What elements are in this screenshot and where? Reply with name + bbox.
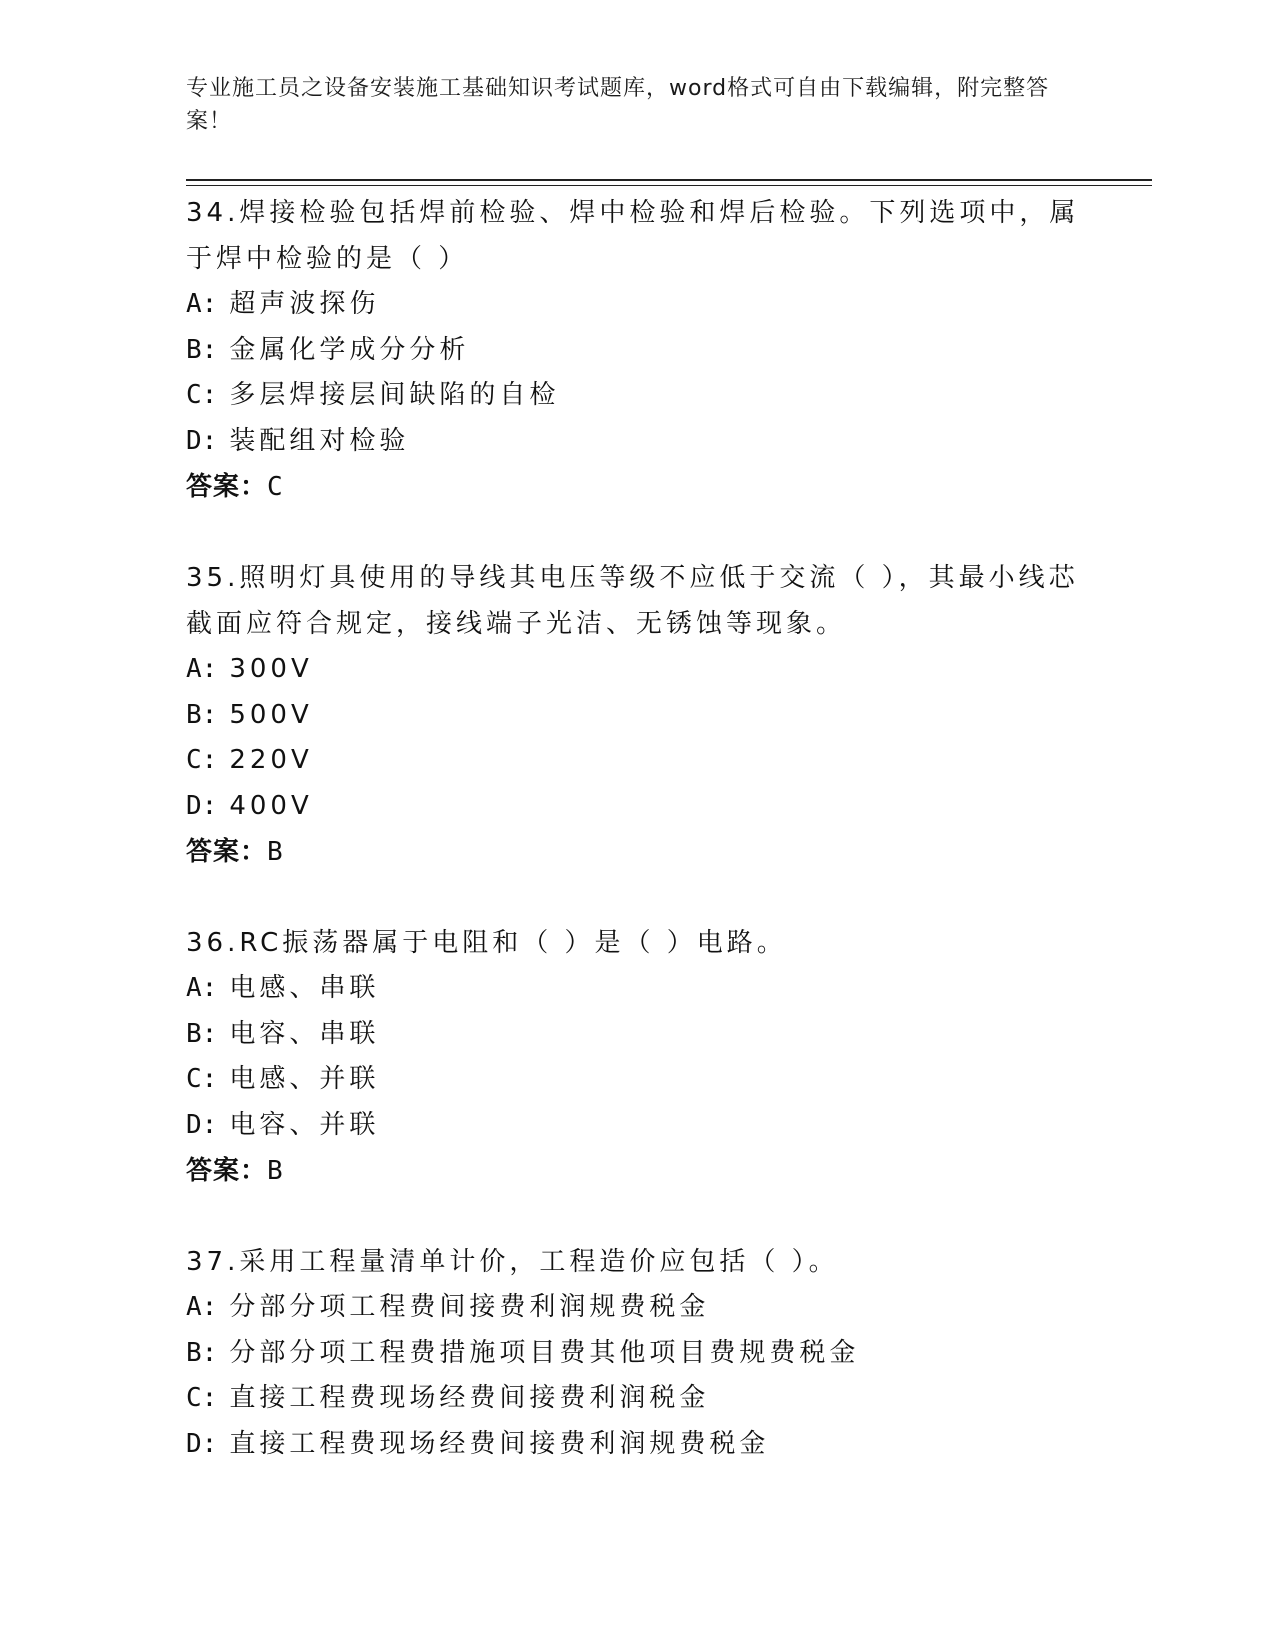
option-text: 电容、串联 (229, 1018, 380, 1049)
option-letter: C: (186, 745, 218, 775)
option-b (186, 1331, 1086, 1377)
option-letter: D: (186, 790, 218, 821)
option-text: 400V (229, 790, 313, 821)
header-rule-thin (186, 185, 1152, 186)
option-letter: C: (186, 380, 218, 410)
option-text: 金属化学成分分析 (229, 334, 470, 365)
header-rule-thick (186, 179, 1152, 181)
option-letter: D: (186, 1109, 218, 1140)
option-text: 电感、串联 (229, 973, 380, 1003)
option-letter: C: (186, 1064, 218, 1094)
option-b (186, 1012, 1086, 1058)
option-c (186, 373, 1086, 419)
option-letter: A: (186, 973, 218, 1003)
option-text: 直接工程费现场经费间接费利润税金 (229, 1383, 710, 1413)
option-letter: B: (186, 1337, 218, 1368)
option-c (186, 738, 1086, 784)
option-letter: A: (186, 1292, 218, 1322)
option-d (186, 1422, 1086, 1468)
option-letter: B: (186, 334, 218, 365)
option-letter: B: (186, 1018, 218, 1049)
option-text: 220V (229, 745, 313, 775)
question-stem: 35.照明灯具使用的导线其电压等级不应低于交流（ ），其最小线芯截面应符合规定，接线端子光洁、无锈蚀等现象。 (186, 563, 1079, 639)
option-text: 分部分项工程费间接费利润规费税金 (229, 1292, 710, 1322)
option-text: 电感、并联 (229, 1064, 380, 1094)
answer-label: 答案： (186, 472, 268, 502)
answer-line (186, 464, 1086, 510)
option-text: 超声波探伤 (229, 289, 380, 319)
option-letter: A: (186, 654, 218, 684)
option-text: 多层焊接层间缺陷的自检 (229, 380, 560, 410)
option-text: 分部分项工程费措施项目费其他项目费规费税金 (229, 1337, 860, 1368)
spacer (186, 875, 1086, 920)
option-c (186, 1376, 1086, 1422)
question-37 (186, 1239, 1086, 1467)
option-text: 装配组对检验 (229, 425, 410, 456)
question-list (186, 190, 1086, 1467)
answer-value: C (267, 472, 284, 502)
option-letter: B: (186, 699, 218, 730)
option-text: 300V (229, 654, 313, 684)
answer-line (186, 829, 1086, 875)
option-letter: C: (186, 1383, 218, 1413)
option-letter: D: (186, 1428, 218, 1459)
option-text: 直接工程费现场经费间接费利润规费税金 (229, 1428, 770, 1459)
question-stem: 34.焊接检验包括焊前检验、焊中检验和焊后检验。下列选项中，属于焊中检验的是（ ） (186, 198, 1080, 274)
spacer (186, 1194, 1086, 1239)
header-text: 专业施工员之设备安装施工基础知识考试题库，word格式可自由下载编辑，附完整答案！ (186, 76, 1050, 134)
option-b (186, 693, 1086, 739)
question-35 (186, 555, 1086, 875)
question-stem: 37.采用工程量清单计价，工程造价应包括（ ）。 (186, 1247, 839, 1277)
question-34 (186, 190, 1086, 510)
option-d (186, 784, 1086, 830)
answer-label: 答案： (186, 837, 268, 867)
option-a (186, 282, 1086, 328)
answer-value: B (267, 837, 284, 867)
option-b (186, 328, 1086, 374)
answer-value: B (267, 1156, 284, 1186)
option-a (186, 647, 1086, 693)
option-letter: A: (186, 289, 218, 319)
document-header (186, 72, 1086, 138)
option-c (186, 1057, 1086, 1103)
option-text: 500V (229, 699, 313, 730)
option-d (186, 1103, 1086, 1149)
answer-label: 答案： (186, 1156, 268, 1186)
answer-line (186, 1148, 1086, 1194)
option-letter: D: (186, 425, 218, 456)
spacer (186, 510, 1086, 555)
question-stem: 36.RC振荡器属于电阻和（ ）是（ ）电路。 (186, 928, 787, 958)
option-text: 电容、并联 (229, 1109, 380, 1140)
option-d (186, 419, 1086, 465)
option-a (186, 966, 1086, 1012)
question-36 (186, 920, 1086, 1194)
option-a (186, 1285, 1086, 1331)
